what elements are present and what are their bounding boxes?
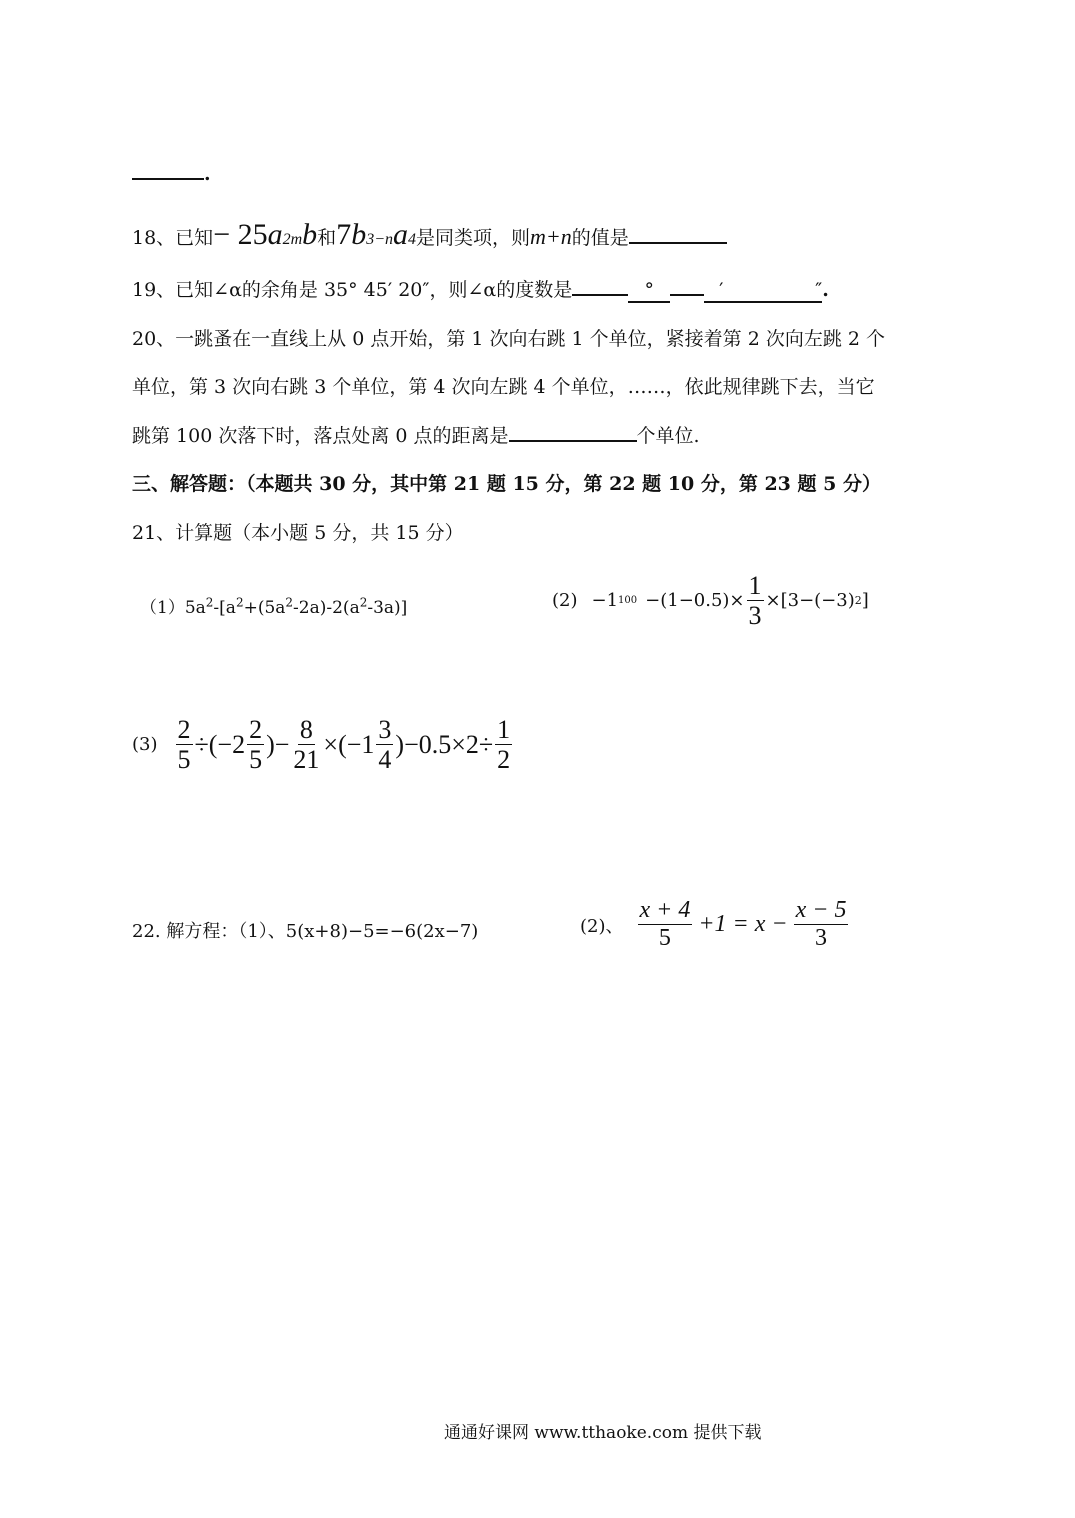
q19-min-box <box>704 279 738 303</box>
q22-f2-den: 3 <box>815 925 828 952</box>
q18-suffix: 的值是 <box>571 227 629 249</box>
q21-part2: (2) −1 100 −(1−0.5)× $\frac{1}{3}$ ×[3−(−3) 2 ] <box>552 571 869 631</box>
q18-term2-b: b <box>351 218 367 251</box>
q21-title: 21、计算题（本小题 5 分，共 15 分） <box>132 522 464 544</box>
q21-p1-seg-a: 5a <box>184 598 206 618</box>
q21-p1-seg-c: +(5a <box>243 598 286 618</box>
q21-p2-frac-num: 1 <box>748 571 762 600</box>
q18-mid: 是同类项，则 <box>415 227 530 249</box>
q19-end: . <box>822 279 829 301</box>
section-3-title: 三、解答题：（本题共 30 分，其中第 21 题 15 分，第 22 题 10 分，第 23 题 5 分） <box>132 473 881 495</box>
q22-frac-1 <box>638 898 693 951</box>
q21-p3-f4-den: 4 <box>378 745 392 775</box>
q21-p1-seg-d: -2a)-2(a <box>293 598 360 618</box>
q20-line2: 单位，第 3 次向右跳 3 个单位，第 4 次向左跳 4 个单位，……，依此规律跳下去，当它 <box>132 376 875 398</box>
q18-answer-blank <box>629 242 727 244</box>
q21-p3-f5-den: 2 <box>497 745 511 775</box>
q18-term1-b: b <box>302 218 318 251</box>
q20-line3-post: 个单位. <box>636 425 700 447</box>
q21-p3-f1-num: 2 <box>177 715 191 744</box>
q18-term1-a: a <box>267 218 283 251</box>
q19-deg-box <box>628 279 670 303</box>
q21-p3-frac-2 <box>247 716 264 774</box>
q21-p3-op2: )− <box>266 729 290 759</box>
q21-part1 <box>140 593 407 618</box>
q21-p3-op3: ×(−1 <box>323 729 375 759</box>
q18-term1-coef: − 25 <box>213 218 268 251</box>
q18-term2-coef: 7 <box>336 218 352 251</box>
q21-p3-f3-den: 21 <box>293 745 320 775</box>
q21-p2-seg-d: ] <box>861 590 869 612</box>
page-footer: 通通好课网 www.tthaoke.com 提供下载 <box>444 1423 762 1443</box>
q21-p3-f5-num: 1 <box>497 715 511 744</box>
blank-period: . <box>204 163 211 185</box>
q21-p3-frac-3 <box>291 716 321 774</box>
q18-expr: m+n <box>530 224 572 249</box>
q22-p2-label: (2)、 <box>580 915 624 937</box>
q22-f1-num: x + 4 <box>638 898 693 925</box>
q19-text: 19、已知∠α的余角是 35° 45′ 20″，则∠α的度数是 <box>132 279 573 301</box>
question-19 <box>132 275 829 303</box>
q21-p2-frac-den: 3 <box>748 601 762 631</box>
q21-p2-seg-a: −1 <box>591 590 619 612</box>
q19-deg-symbol: ° <box>644 279 654 301</box>
q19-blank-min <box>670 294 704 296</box>
q18-and: 和 <box>317 227 337 249</box>
q21-p3-label: (3) <box>132 734 158 756</box>
q21-p1-exp-1: 2 <box>205 595 214 610</box>
top-answer-blank <box>132 160 211 185</box>
q20-line3 <box>132 421 700 448</box>
q21-p2-label: (2) <box>552 590 578 612</box>
q21-p2-seg-b: −(1−0.5)× <box>645 590 745 612</box>
q22-mid: +1 = x − <box>698 911 788 938</box>
q21-p3-f4-num: 3 <box>378 715 392 744</box>
q21-p2-fraction <box>747 572 764 630</box>
q21-p3-f3-num: 8 <box>299 715 313 744</box>
q22-part1: 22. 解方程：（1）、5(x+8)−5=−6(2x−7) <box>132 921 479 942</box>
q21-p1-label: （1） <box>140 598 185 618</box>
q21-p3-op4: )−0.5×2÷ <box>395 729 494 759</box>
q21-p3-f2-num: 2 <box>249 715 263 744</box>
q22-part2 <box>580 898 850 951</box>
q21-p1-seg-e: -3a)] <box>367 598 408 618</box>
q20-line1: 20、一跳蚤在一直线上从 0 点开始，第 1 次向右跳 1 个单位，紧接着第 2 次向左跳 2 个 <box>132 328 886 350</box>
q21-p3-f2-den: 5 <box>249 745 263 775</box>
q18-prefix: 18、已知 <box>132 227 214 249</box>
q21-p1-exp-4: 2 <box>359 595 368 610</box>
q21-part3 <box>132 716 514 774</box>
q18-term2-a: a <box>392 218 408 251</box>
q20-line3-pre: 跳第 100 次落下时，落点处离 0 点的距离是 <box>132 425 509 447</box>
q21-p2-seg-c: ×[3−(−3) <box>765 590 855 612</box>
q21-p3-f1-den: 5 <box>177 745 191 775</box>
q21-p3-frac-1 <box>176 716 193 774</box>
q19-blank-deg <box>572 294 628 296</box>
q21-p1-exp-3: 2 <box>285 595 294 610</box>
q21-p1-seg-b: -[a <box>213 598 236 618</box>
q21-p3-op1: ÷(−2 <box>194 729 246 759</box>
question-18: 18、已知 − 25 a 2m b 和 7 b 3−n a 4 是同类项，则 m+n 的值是 <box>132 218 727 252</box>
q21-p1-exp-2: 2 <box>235 595 244 610</box>
q22-f2-num: x − 5 <box>794 898 849 925</box>
q20-answer-blank <box>509 440 637 442</box>
q21-p3-frac-5 <box>495 716 512 774</box>
q19-blank-sec <box>738 279 822 303</box>
q22-frac-2 <box>794 898 849 951</box>
q21-p3-frac-4 <box>376 716 393 774</box>
q19-sec-symbol: ″ <box>815 279 823 301</box>
q19-min-symbol: ′ <box>719 279 724 301</box>
q22-f1-den: 5 <box>658 925 671 952</box>
